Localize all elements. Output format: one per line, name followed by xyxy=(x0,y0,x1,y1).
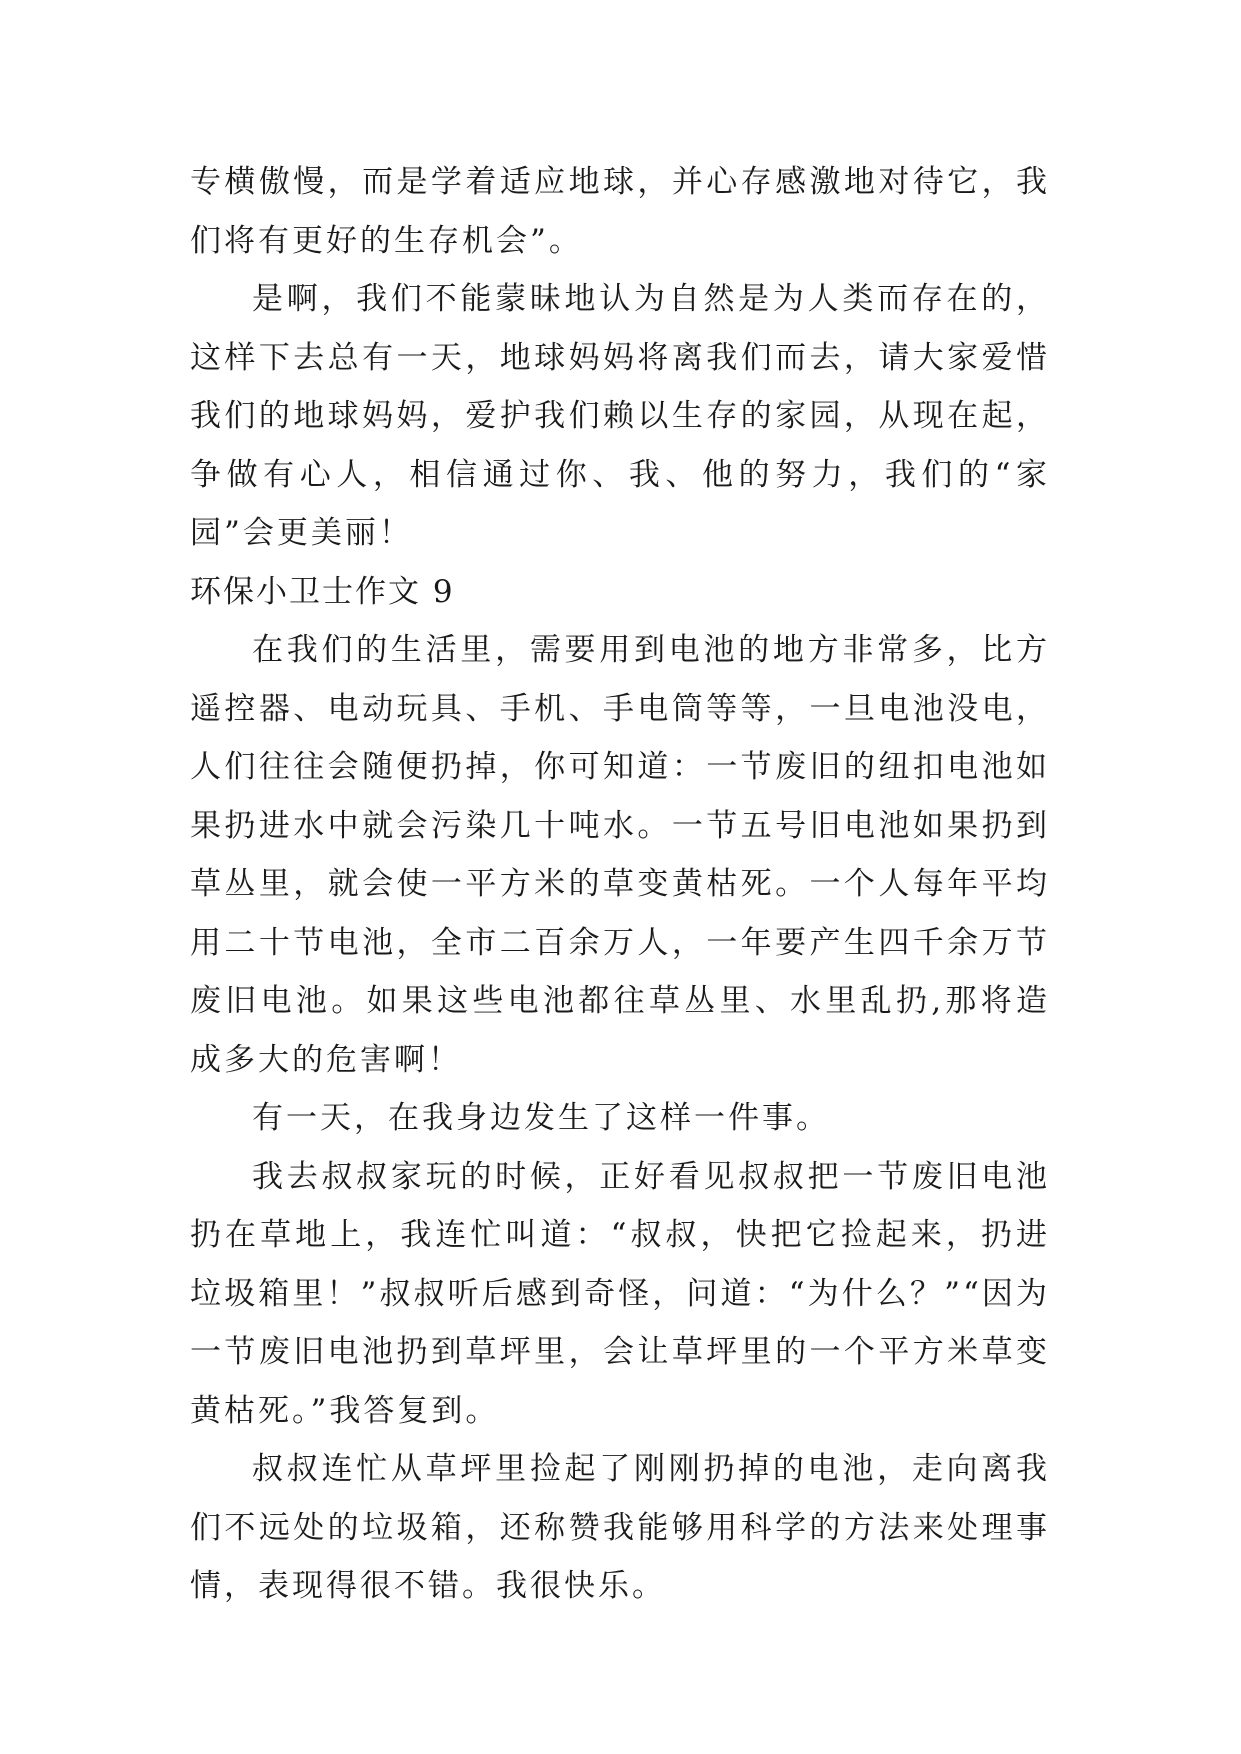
paragraph: 有一天，在我身边发生了这样一件事。 xyxy=(252,1100,830,1136)
document-body xyxy=(190,153,1050,1616)
paragraph: 叔叔连忙从草坪里捡起了刚刚扔掉的电池，走向离我们不远处的垃圾箱，还称赞我能够用科学的方法来处理事情，表现得很不错。我很快乐。 xyxy=(190,1451,1050,1604)
paragraph-continued: 专横傲慢，而是学着适应地球，并心存感激地对待它，我们将有更好的生存机会”。 xyxy=(190,164,1050,259)
paragraph: 是啊，我们不能蒙昧地认为自然是为人类而存在的，这样下去总有一天，地球妈妈将离我们而去，请大家爱惜我们的地球妈妈，爱护我们赖以生存的家园，从现在起，争做有心人，相信通过你、我、他的努力，我们的“家园”会更美丽！ xyxy=(190,281,1050,551)
paragraph: 我去叔叔家玩的时候，正好看见叔叔把一节废旧电池扔在草地上，我连忙叫道：“叔叔，快把它捡起来，扔进垃圾箱里！”叔叔听后感到奇怪，问道：“为什么？”“因为一节废旧电池扔到草坪里，会让草坪里的一个平方米草变黄枯死。”我答复到。 xyxy=(190,1158,1050,1429)
section-heading: 环保小卫士作文 9 xyxy=(190,573,455,610)
paragraph: 在我们的生活里，需要用到电池的地方非常多，比方遥控器、电动玩具、手机、手电筒等等，一旦电池没电，人们往往会随便扔掉，你可知道：一节废旧的纽扣电池如果扔进水中就会污染几十吨水。一节五号旧电池如果扔到草丛里，就会使一平方米的草变黄枯死。一个人每年平均用二十节电池，全市二百余万人，一年要产生四千余万节废旧电池。如果这些电池都往草丛里、水里乱扔,那将造成多大的危害啊！ xyxy=(190,632,1050,1078)
